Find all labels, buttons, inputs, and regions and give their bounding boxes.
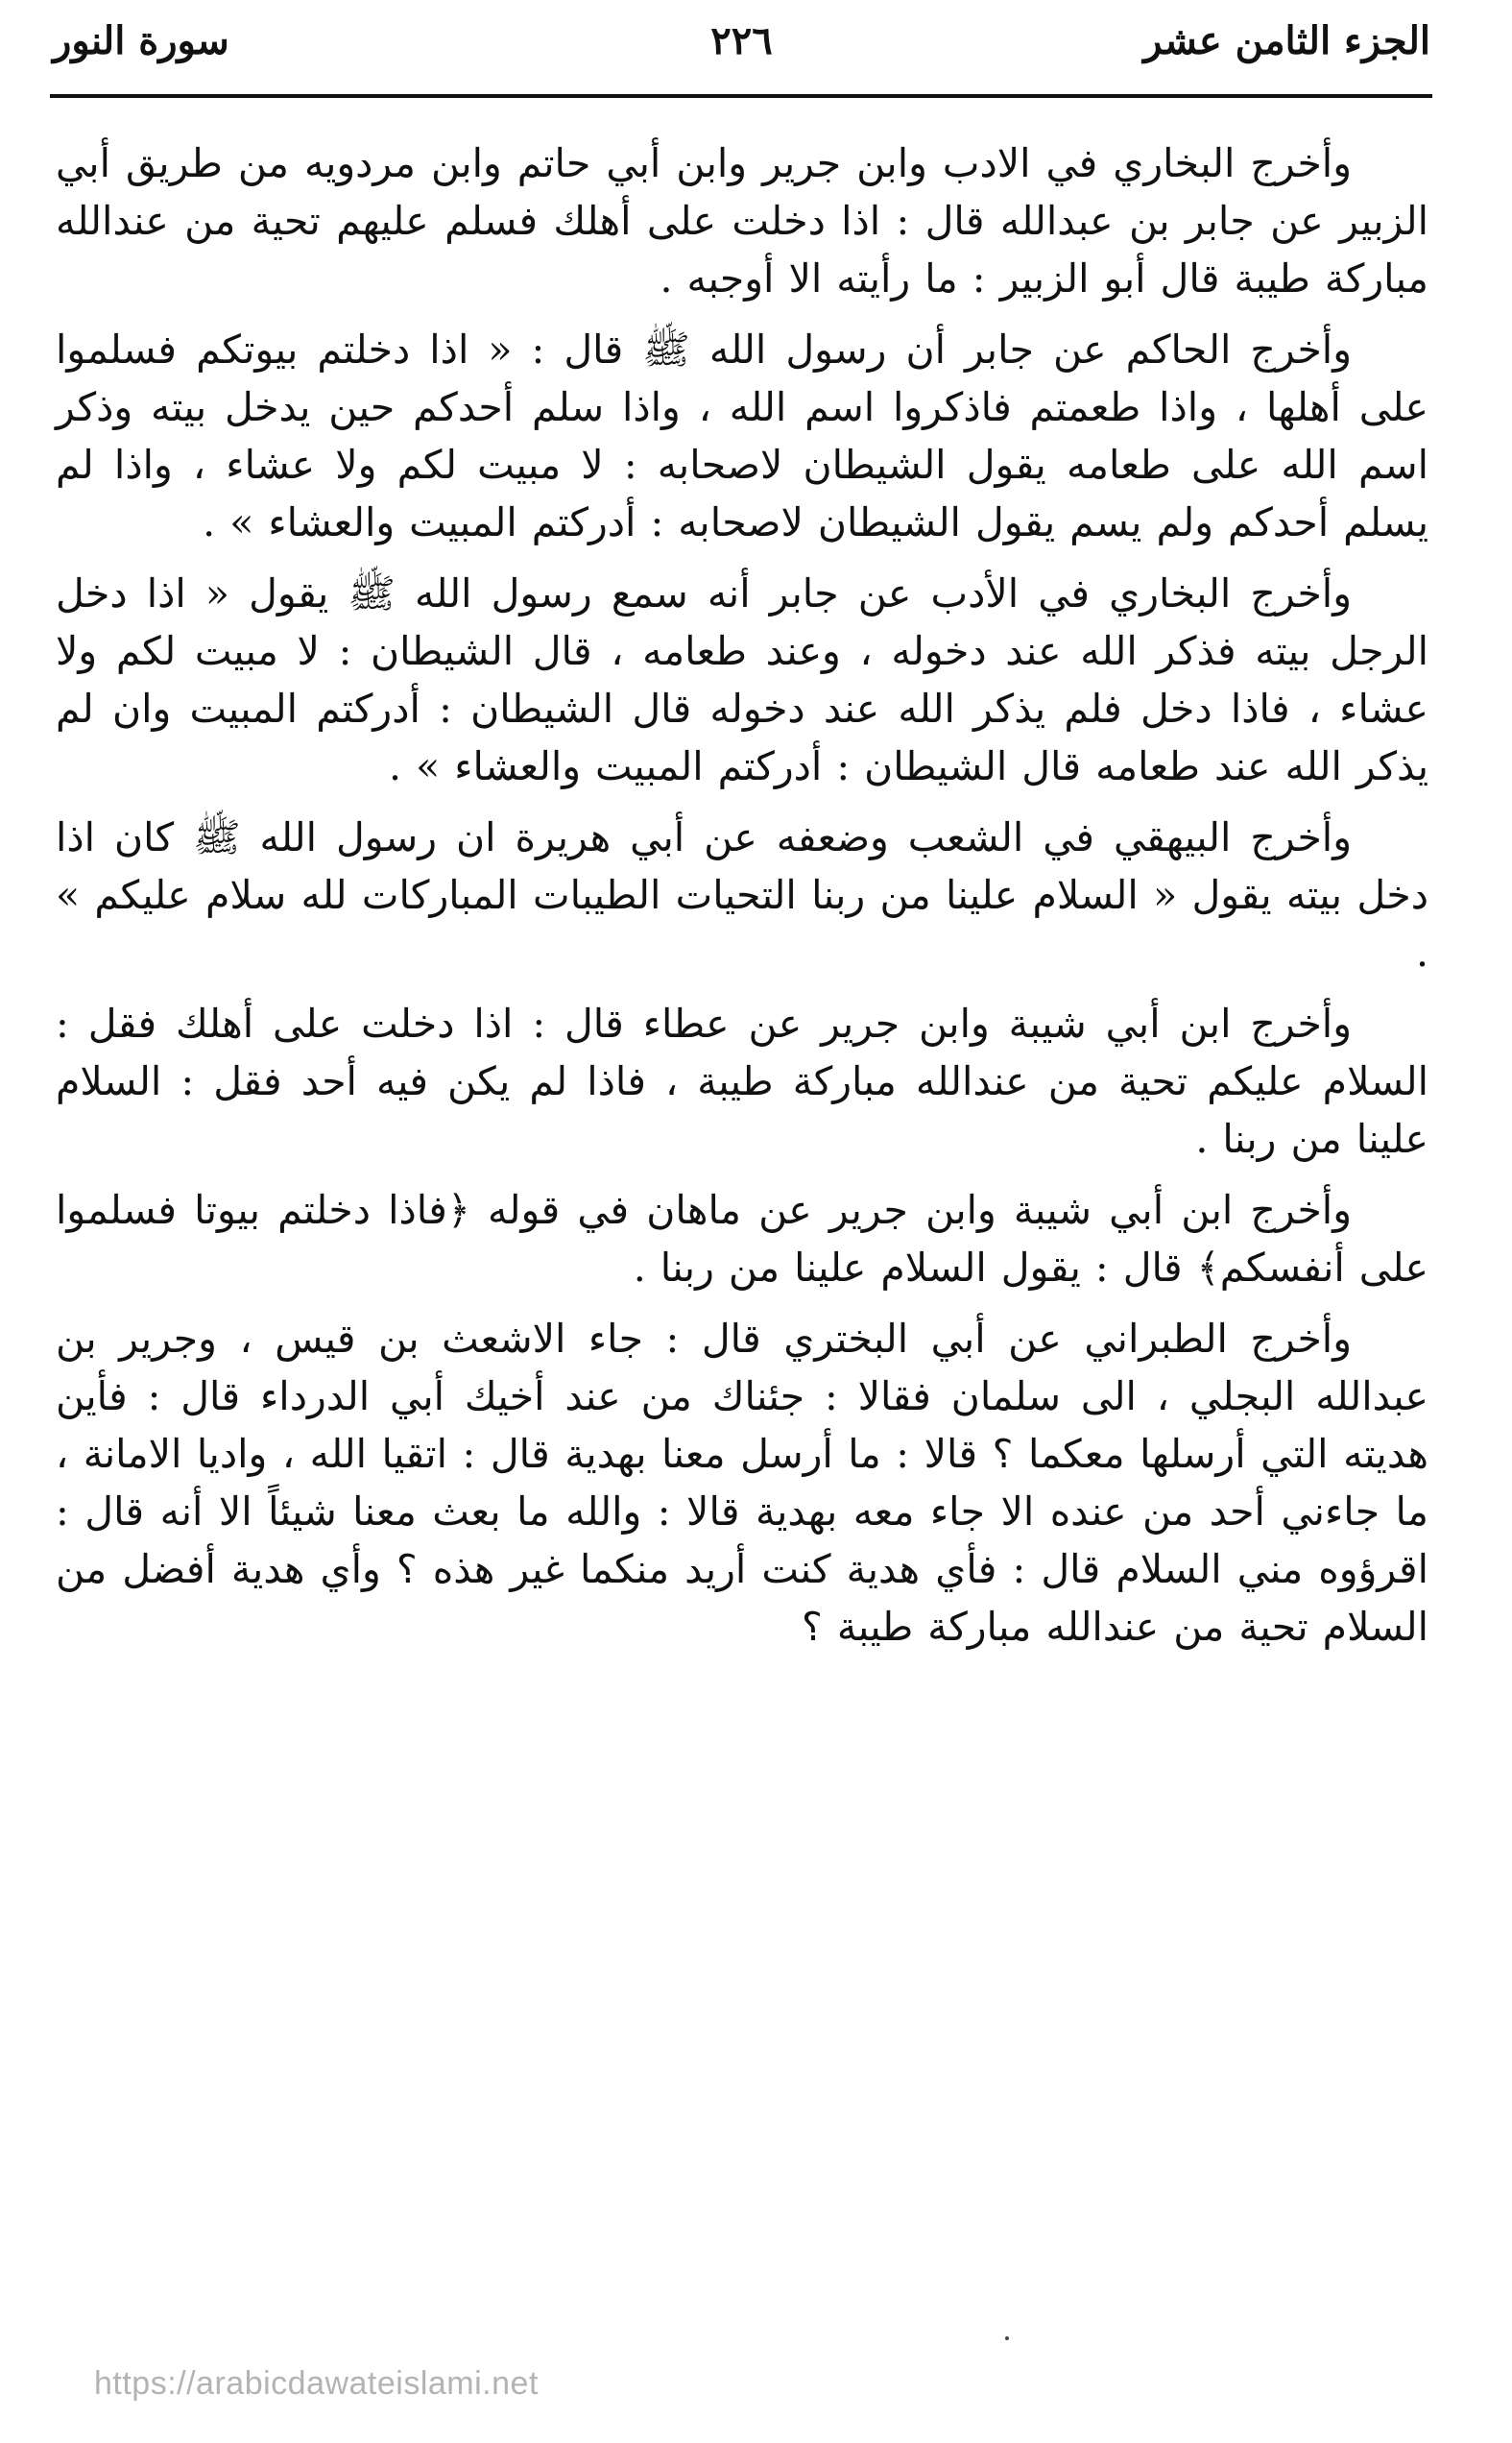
watermark-url: https://arabicdawateislami.net xyxy=(94,2365,539,2402)
paragraph: وأخرج البخاري في الادب وابن جرير وابن أبي حاتم وابن مردويه من طريق أبي الزبير عن جابر بن عبدالله قال : اذا دخلت على أهلك فسلم عليهم تحية من عندالله مباركة طيبة قال أبو الزبير : ما رأيته الا أوجبه . xyxy=(56,140,1428,302)
page-number: ٢٢٦ xyxy=(710,18,773,63)
page-header xyxy=(53,8,1430,85)
paragraph: وأخرج البخاري في الأدب عن جابر أنه سمع رسول الله ﷺ يقول « اذا دخل الرجل بيته فذكر الله عند دخوله ، وعند طعامه ، قال الشيطان : لا مبيت لكم ولا عشاء ، فاذا دخل فلم يذكر الله عند دخوله قال الشيطان : أدركتم المبيت وان لم يذكر الله عند طعامه قال الشيطان : أدركتم المبيت والعشاء » . xyxy=(56,570,1428,789)
juz-title: الجزء الثامن عشر xyxy=(1143,18,1430,63)
scan-speck xyxy=(1005,2336,1009,2340)
paragraph: وأخرج ابن أبي شيبة وابن جرير عن ماهان في قوله ﴿فاذا دخلتم بيوتا فسلموا على أنفسكم﴾ قال : يقول السلام علينا من ربنا . xyxy=(56,1187,1428,1291)
surah-title: سورة النور xyxy=(53,18,229,63)
header-divider xyxy=(50,94,1432,98)
paragraph: وأخرج الطبراني عن أبي البختري قال : جاء الاشعث بن قيس ، وجرير بن عبدالله البجلي ، الى سلمان فقالا : جئناك من عند أخيك أبي الدرداء قال : فأين هديته التي أرسلها معكما ؟ قالا : ما أرسل معنا بهدية قال : اتقيا الله ، واديا الامانة ، ما جاءني أحد من عنده الا جاء معه بهدية قالا : والله ما بعث معنا شيئاً الا أنه قال : اقرؤوه مني السلام قال : فأي هدية كنت أريد منكما غير هذه ؟ وأي هدية أفضل من السلام تحية من عندالله مباركة طيبة ؟ xyxy=(56,1316,1428,1650)
paragraph: وأخرج الحاكم عن جابر أن رسول الله ﷺ قال : « اذا دخلتم بيوتكم فسلموا على أهلها ، واذا طعمتم فاذكروا اسم الله ، واذا سلم أحدكم حين يدخل بيته وذكر اسم الله على طعامه يقول الشيطان لاصحابه : لا مبيت لكم ولا عشاء ، واذا لم يسلم أحدكم ولم يسم يقول الشيطان لاصحابه : أدركتم المبيت والعشاء » . xyxy=(56,327,1428,545)
paragraph: وأخرج ابن أبي شيبة وابن جرير عن عطاء قال : اذا دخلت على أهلك فقل : السلام عليكم تحية من عندالله مباركة طيبة ، فاذا لم يكن فيه أحد فقل : السلام علينا من ربنا . xyxy=(56,1001,1428,1162)
paragraph: وأخرج البيهقي في الشعب وضعفه عن أبي هريرة ان رسول الله ﷺ كان اذا دخل بيته يقول « السلام علينا من ربنا التحيات الطيبات المباركات لله سلام عليكم » . xyxy=(56,814,1428,976)
page-body xyxy=(56,134,1428,1669)
